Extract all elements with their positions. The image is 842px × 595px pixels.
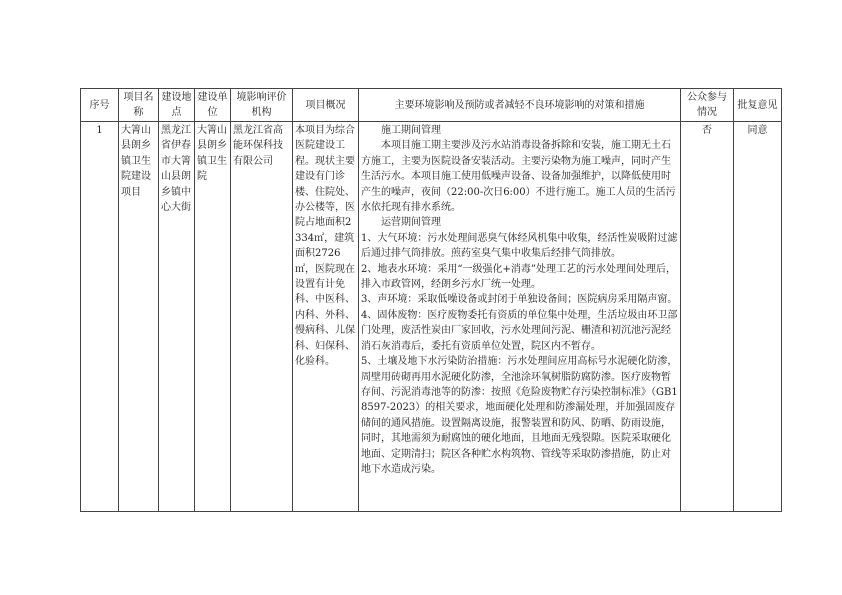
- measure-paragraph: 施工期间管理: [381, 125, 441, 136]
- cell-eia-agency: 黑龙江省高能环保科技有限公司: [231, 122, 293, 512]
- header-project: 项目名称: [119, 89, 159, 122]
- header-overview: 项目概况: [293, 89, 359, 122]
- measure-paragraph: 2、地表水环境：采用“一级强化+消毒”处理工艺的污水处理间处理后，排入市政管网，经朗乡污水厂统一处理。: [361, 263, 676, 291]
- table-row: [81, 122, 782, 512]
- measure-paragraph: 本项目施工期主要涉及污水站消毒设备拆除和安装，施工期无土石方施工，主要为医院设备安装活动。主要污染物为施工噪声，同时产生生活污水。本项目施工使用低噪声设备、设备加强维护，以降低使用时产生的噪声，夜间（22:00-次日6:00）不进行施工。施工人员的生活污水依托现有排水系统。: [361, 140, 676, 214]
- header-row: [81, 89, 782, 122]
- measure-paragraph: 3、声环境：采取低噪设备或封闭于单独设备间；医院病房采用隔声窗。: [361, 294, 678, 306]
- cell-approval: 同意: [734, 122, 782, 512]
- cell-project: 大箐山县朗乡镇卫生院建设项目: [119, 122, 159, 512]
- cell-location: 黑龙江省伊春市大箐山县朗乡镇中心大街: [159, 122, 195, 512]
- measure-paragraph: 4、固体废物：医疗废物委托有资质的单位集中处理，生活垃圾由环卫部门处理，废活性炭由厂家回收，污水处理间污泥、栅渣和初沉池污泥经消石灰消毒后，委托有资质单位处置，院区内不暂存。: [361, 309, 678, 352]
- cell-public: 否: [681, 122, 734, 512]
- measure-paragraph: 1、大气环境：污水处理间恶臭气体经风机集中收集，经活性炭吸附过滤后通过排气筒排放。煎药室臭气集中收集后经排气筒排放。: [361, 232, 678, 260]
- header-builder: 建设单位: [195, 89, 231, 122]
- cell-measures: [359, 122, 681, 512]
- cell-overview: 本项目为综合医院建设工程。现状主要建设有门诊楼、住院处、办公楼等，医院占地面积2334㎡，建筑面积2726㎡，医院现在设置有计免科、中医科、内科、外科、慢病科、儿保科、妇保科、化验科。: [293, 122, 359, 512]
- header-measures: 主要环境影响及预防或者减轻不良环境影响的对策和措施: [359, 89, 681, 122]
- header-seq: 序号: [81, 89, 119, 122]
- cell-seq: 1: [81, 122, 119, 512]
- measure-paragraph: 5、土壤及地下水污染防治措施：污水处理间应用高标号水泥硬化防渗，周壁用砖砌再用水泥硬化防渗，全池涂环氧树脂防腐防渗。医疗废物暂存间、污泥消毒池等的防渗：按照《危险废物贮存污染控制标准》（GB18597-2023）的相关要求，地面硬化处理和防渗漏处理，并加强固废存储间的通风措施。设置隔离设施，报警装置和防风、防晒、防雨设施，同时，其地需须为耐腐蚀的硬化地面，且地面无残裂隙。医院采取硬化地面、定期清扫；院区各种贮水构筑物、管线等采取防渗措施，防止对地下水造成污染。: [361, 356, 678, 475]
- header-public: 公众参与情况: [681, 89, 734, 122]
- measure-paragraph: 运营期间管理: [381, 217, 441, 229]
- cell-builder: 大箐山县朗乡镇卫生院: [195, 122, 231, 512]
- header-approval: 批复意见: [734, 89, 782, 122]
- header-location: 建设地点: [159, 89, 195, 122]
- header-eia-agency: 境影响评价机构: [231, 89, 293, 122]
- eia-approval-table: [80, 88, 782, 512]
